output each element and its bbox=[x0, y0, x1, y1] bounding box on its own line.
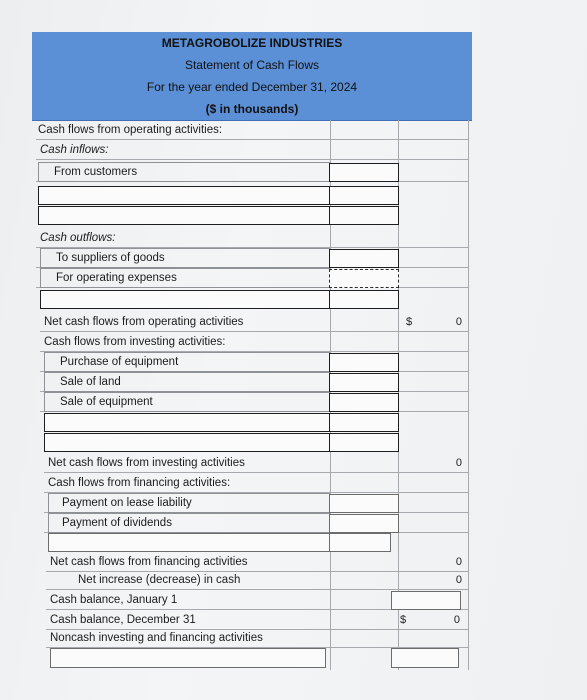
noncash-heading: Noncash investing and financing activities bbox=[50, 632, 263, 644]
table-row bbox=[36, 120, 468, 140]
inflow-label-input[interactable] bbox=[38, 206, 330, 225]
currency-symbol: $ bbox=[400, 614, 407, 626]
table-row bbox=[46, 570, 468, 590]
statement-units: ($ in thousands) bbox=[32, 98, 472, 121]
investing-heading: Cash flows from investing activities: bbox=[44, 336, 226, 348]
column-divider bbox=[468, 120, 469, 670]
purchase-equipment-input[interactable] bbox=[329, 353, 399, 372]
table-row bbox=[40, 352, 468, 372]
outflows-heading: Cash outflows: bbox=[40, 232, 116, 244]
inflow-label-input[interactable] bbox=[38, 186, 330, 205]
table-row bbox=[46, 628, 468, 648]
inflow-amount-input[interactable] bbox=[329, 206, 399, 225]
table-row bbox=[44, 493, 468, 513]
sale-equipment-label: Sale of equipment bbox=[60, 396, 153, 408]
investing-label-input[interactable] bbox=[44, 413, 330, 432]
cash-jan1-input[interactable] bbox=[391, 591, 461, 610]
net-investing-label: Net cash flows from investing activities bbox=[48, 457, 245, 469]
net-operating-value: 0 bbox=[455, 316, 462, 328]
company-name: METAGROBOLIZE INDUSTRIES bbox=[32, 32, 472, 55]
sale-equipment-input[interactable] bbox=[329, 393, 399, 412]
cash-dec31-label: Cash balance, December 31 bbox=[50, 614, 196, 626]
from-customers-label: From customers bbox=[54, 166, 138, 178]
table-row bbox=[44, 473, 468, 493]
investing-label-input[interactable] bbox=[44, 433, 330, 452]
sale-land-label: Sale of land bbox=[60, 376, 121, 388]
table-row bbox=[40, 372, 468, 392]
noncash-amount-input[interactable] bbox=[391, 648, 459, 668]
operating-expenses-input[interactable] bbox=[329, 269, 399, 288]
statement-period: For the year ended December 31, 2024 bbox=[32, 76, 472, 99]
inflows-heading: Cash inflows: bbox=[40, 144, 109, 156]
financing-amount-input[interactable] bbox=[329, 533, 391, 552]
inflow-amount-input[interactable] bbox=[329, 186, 399, 205]
sale-land-input[interactable] bbox=[329, 373, 399, 392]
to-suppliers-input[interactable] bbox=[329, 249, 399, 268]
noncash-label-input[interactable] bbox=[50, 648, 326, 668]
table-row bbox=[40, 332, 468, 352]
table-row bbox=[36, 228, 468, 248]
financing-heading: Cash flows from financing activities: bbox=[48, 477, 231, 489]
table-row bbox=[46, 610, 468, 630]
table-row bbox=[46, 552, 468, 572]
net-financing-label: Net cash flows from financing activities bbox=[50, 556, 248, 568]
outflow-amount-input[interactable] bbox=[329, 290, 399, 309]
financing-label-input[interactable] bbox=[48, 533, 330, 552]
operating-heading: Cash flows from operating activities: bbox=[38, 124, 223, 136]
operating-expenses-label: For operating expenses bbox=[56, 272, 177, 284]
lease-payment-label: Payment on lease liability bbox=[62, 497, 192, 509]
net-financing-value: 0 bbox=[455, 556, 462, 568]
outflow-label-input[interactable] bbox=[40, 290, 330, 309]
to-suppliers-label: To suppliers of goods bbox=[56, 252, 165, 264]
table-row bbox=[36, 140, 468, 160]
dividends-label: Payment of dividends bbox=[62, 517, 172, 529]
from-customers-input[interactable] bbox=[329, 163, 399, 182]
net-operating-label: Net cash flows from operating activities bbox=[44, 316, 244, 328]
net-increase-value: 0 bbox=[455, 574, 462, 586]
currency-symbol: $ bbox=[406, 316, 413, 328]
purchase-equipment-label: Purchase of equipment bbox=[60, 356, 179, 368]
table-row bbox=[36, 268, 468, 288]
net-investing-value: 0 bbox=[455, 457, 462, 469]
table-row bbox=[40, 392, 468, 412]
investing-amount-input[interactable] bbox=[329, 413, 399, 432]
table-row bbox=[40, 312, 468, 332]
table-row bbox=[36, 162, 468, 182]
table-row bbox=[36, 248, 468, 268]
lease-payment-input[interactable] bbox=[329, 494, 399, 513]
dividends-input[interactable] bbox=[329, 514, 399, 533]
statement-title: Statement of Cash Flows bbox=[32, 54, 472, 77]
cash-jan1-label: Cash balance, January 1 bbox=[50, 594, 178, 606]
investing-amount-input[interactable] bbox=[329, 433, 399, 452]
table-row bbox=[44, 513, 468, 533]
table-row bbox=[44, 453, 468, 473]
cash-dec31-value: 0 bbox=[453, 614, 460, 626]
net-increase-label: Net increase (decrease) in cash bbox=[78, 574, 241, 586]
